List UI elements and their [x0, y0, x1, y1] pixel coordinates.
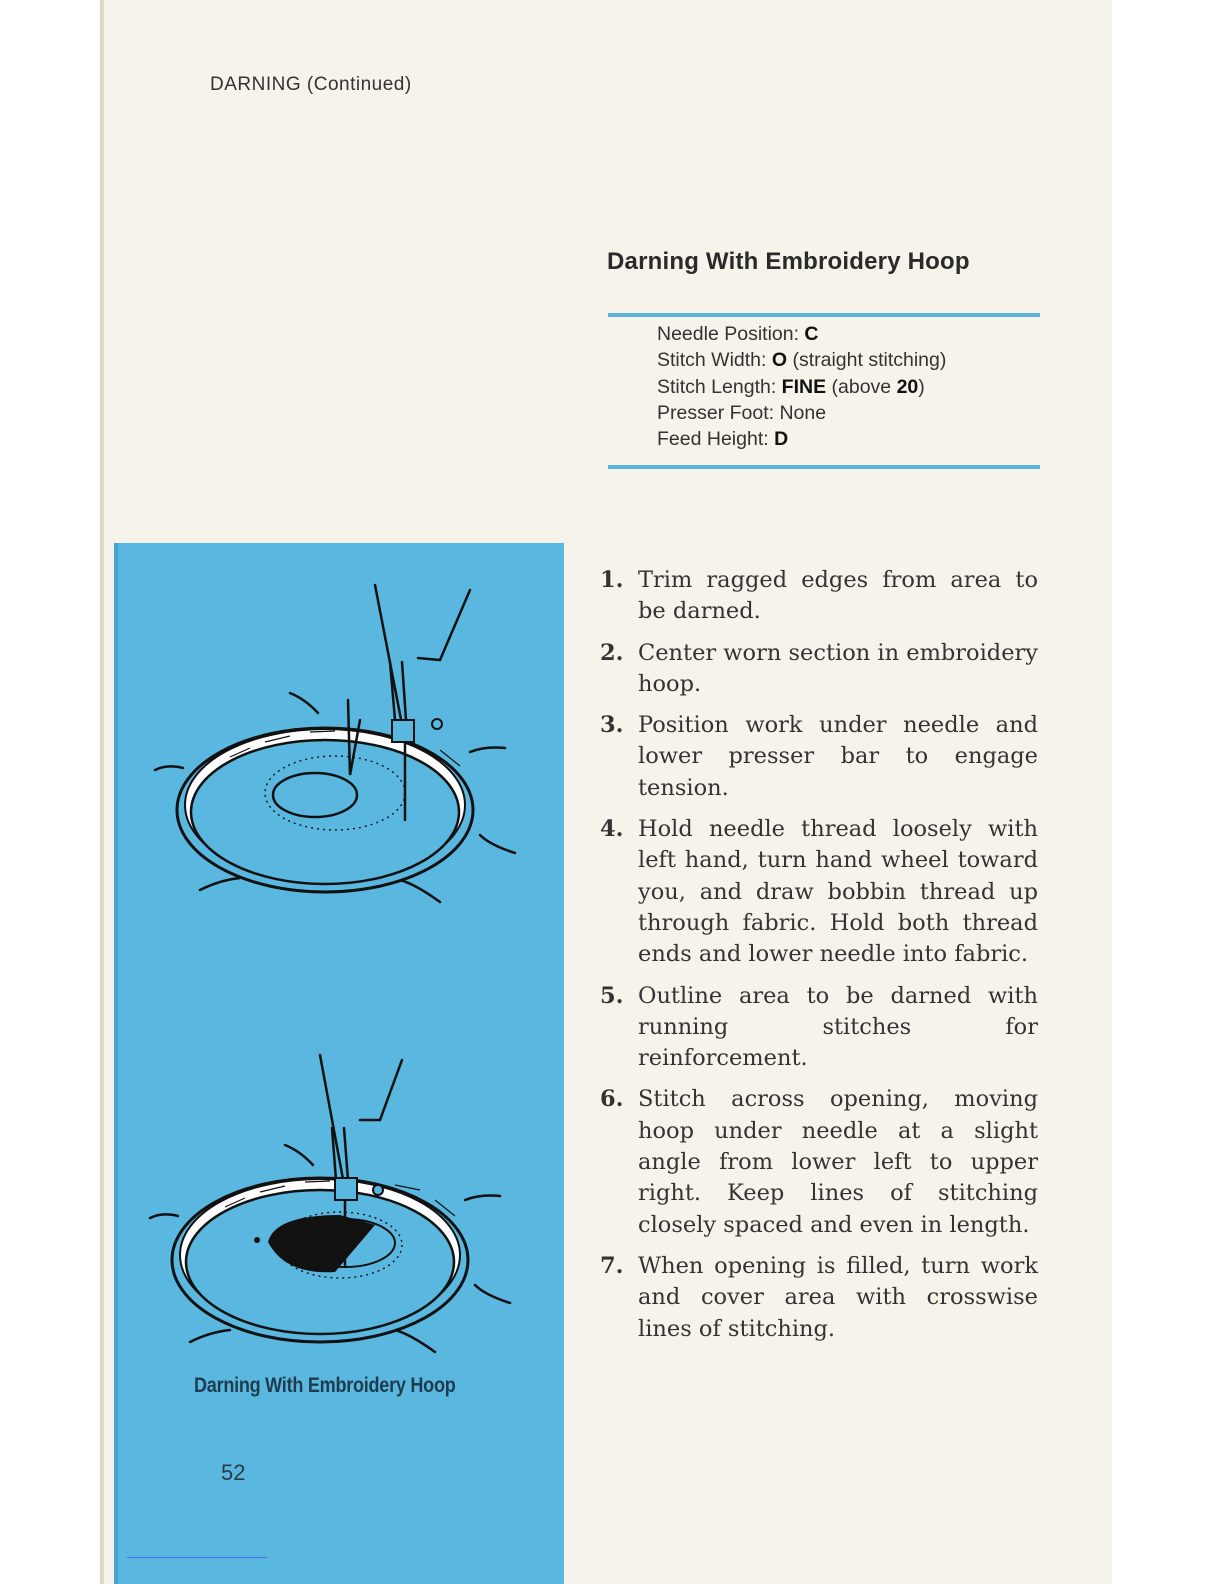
section-title: Darning With Embroidery Hoop [607, 248, 970, 275]
list-item: 4. Hold needle thread loosely with left hand, turn hand wheel toward you, and draw bobbin thread up through fabric. Hold both thread ends and lower needle into fabric. [600, 816, 1038, 968]
settings-top-rule [608, 313, 1040, 317]
list-item: 5. Outline area to be darned with running stitches for reinforcement. [600, 982, 1038, 1072]
figure-caption: Darning With Embroidery Hoop [194, 1374, 456, 1397]
settings-bottom-rule [608, 465, 1040, 469]
setting-presser-foot: Presser Foot: None [657, 401, 827, 424]
list-item: 7. When opening is filled, turn work and cover area with crosswise lines of stitching. [600, 1252, 1038, 1342]
setting-stitch-width: Stitch Width: O (straight stitching) [657, 349, 947, 372]
setting-stitch-length: Stitch Length: FINE (above 20) [657, 375, 925, 398]
machine-settings [657, 321, 946, 452]
list-item: 2. Center worn section in embroidery hoop. [600, 639, 1038, 697]
list-item: 3. Position work under needle and lower presser bar to engage tension. [600, 712, 1038, 801]
hoop-outline-illustration [140, 580, 540, 910]
page-number: 52 [221, 1460, 246, 1485]
list-item: 1. Trim ragged edges from area to be darned. [600, 567, 1038, 625]
instruction-steps [600, 565, 1038, 1355]
hoop-darning-illustration [140, 1050, 540, 1370]
scan-mark [127, 1557, 267, 1558]
setting-feed-height: Feed Height: D [657, 428, 789, 451]
list-item: 6. Stitch across opening, moving hoop under needle at a slight angle from lower left to upper right. Keep lines of stitching closely spaced and even in length. [600, 1086, 1038, 1238]
setting-needle-position: Needle Position: C [657, 323, 819, 345]
panel-edge [114, 543, 118, 1584]
running-head: DARNING (Continued) [210, 74, 412, 95]
